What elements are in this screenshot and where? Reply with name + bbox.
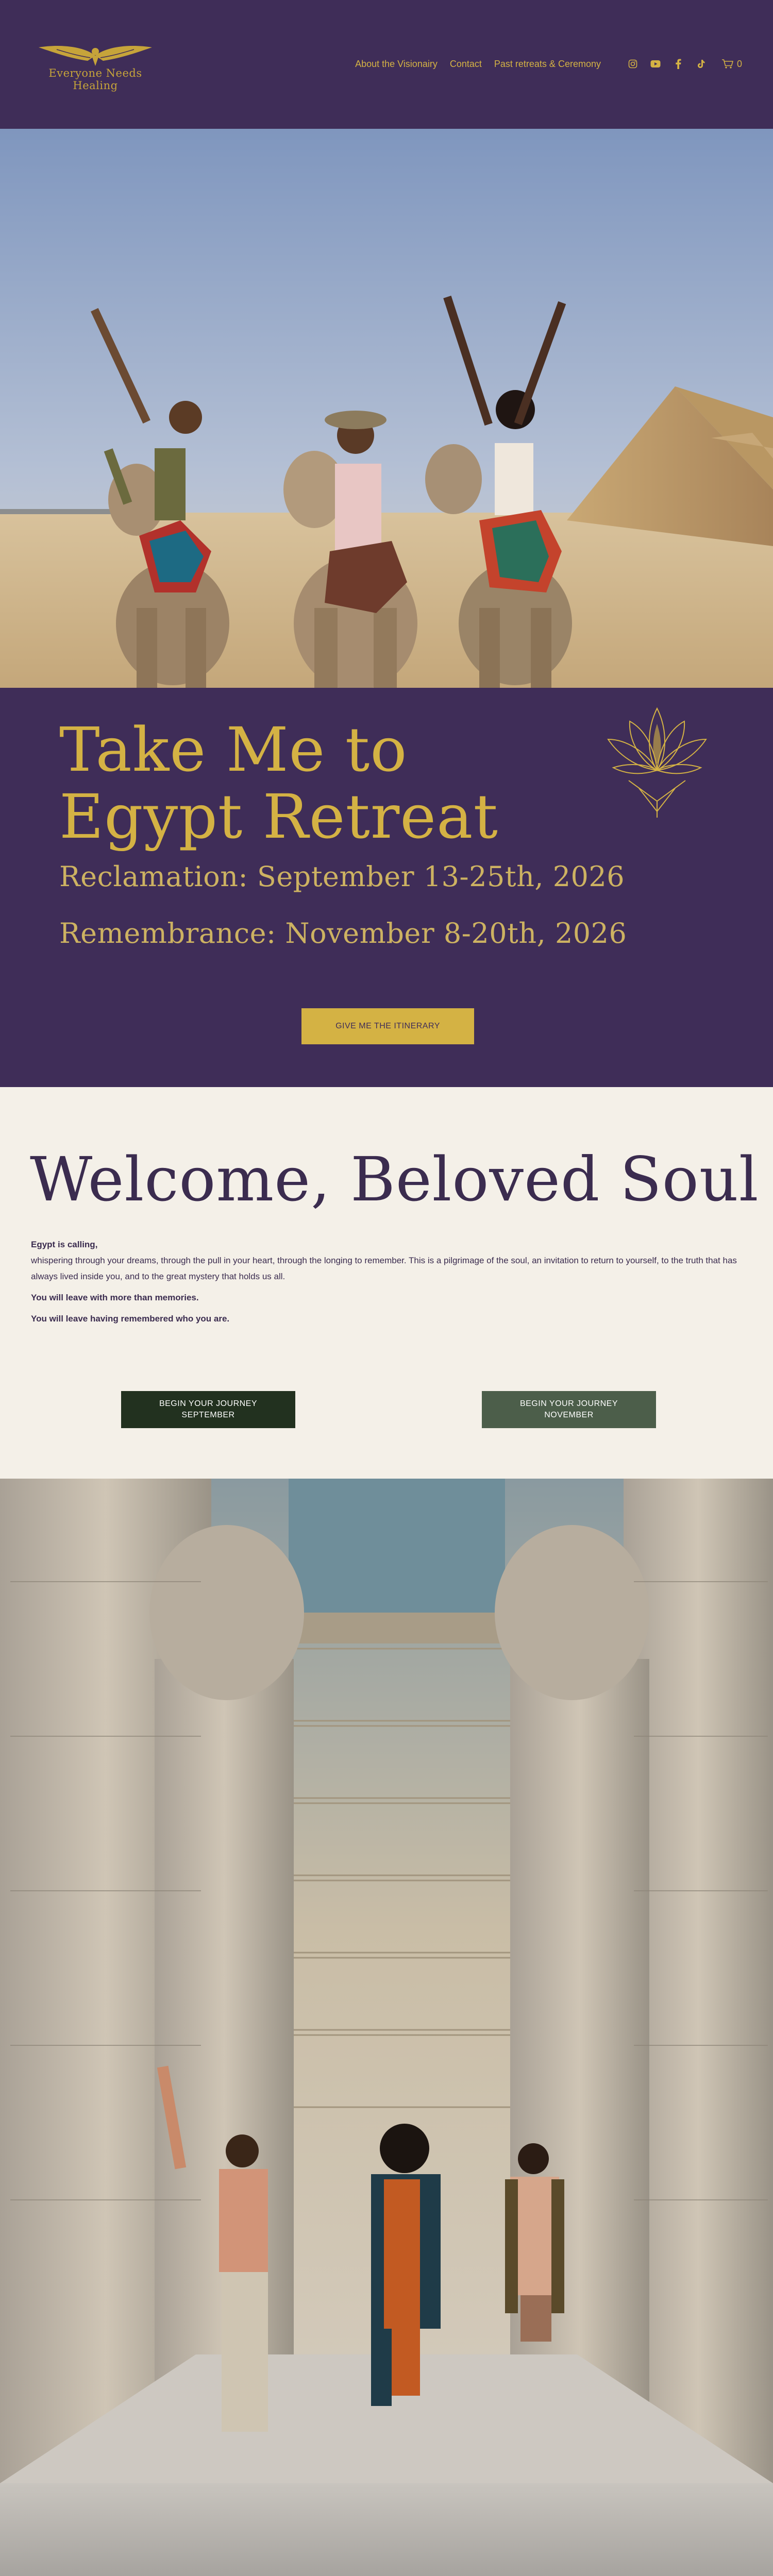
welcome-intro bbox=[31, 1236, 747, 1284]
reclamation-dates: Reclamation: September 13-25th, 2026 bbox=[59, 860, 625, 893]
instagram-icon[interactable] bbox=[628, 59, 638, 69]
nav-contact[interactable]: Contact bbox=[449, 58, 482, 69]
welcome-line-memories: You will leave with more than memories. bbox=[31, 1293, 199, 1302]
button-label-line1: BEGIN YOUR JOURNEY bbox=[159, 1399, 258, 1408]
welcome-title: Welcome, Beloved Soul bbox=[30, 1144, 759, 1215]
nav-about-visionairy[interactable]: About the Visionairy bbox=[355, 58, 438, 69]
button-label-line2: SEPTEMBER bbox=[181, 1411, 235, 1419]
retreat-title: Take Me to Egypt Retreat bbox=[59, 714, 498, 852]
cart-count: 0 bbox=[736, 58, 742, 69]
winged-logo-icon bbox=[36, 40, 155, 71]
button-label-line2: NOVEMBER bbox=[544, 1411, 594, 1419]
give-me-itinerary-button[interactable]: GIVE ME THE ITINERARY bbox=[301, 1008, 474, 1044]
welcome-section bbox=[0, 1087, 773, 1479]
intro-bold: Egypt is calling, bbox=[31, 1240, 98, 1249]
tiktok-icon[interactable] bbox=[696, 59, 706, 69]
youtube-icon[interactable] bbox=[650, 59, 661, 69]
cart-button[interactable] bbox=[721, 59, 742, 70]
site-logo[interactable] bbox=[31, 40, 160, 92]
remembrance-dates: Remembrance: November 8-20th, 2026 bbox=[59, 917, 627, 950]
temple-image bbox=[0, 1479, 773, 2576]
facebook-icon[interactable] bbox=[673, 59, 683, 69]
nav-past-retreats[interactable]: Past retreats & Ceremony bbox=[494, 58, 601, 69]
button-label-line1: BEGIN YOUR JOURNEY bbox=[519, 1399, 618, 1408]
welcome-line-remembered: You will leave having remembered who you are. bbox=[31, 1314, 230, 1324]
cart-icon bbox=[721, 59, 734, 69]
hero-image bbox=[0, 129, 773, 688]
welcome-copy bbox=[31, 1236, 747, 1332]
begin-journey-november-button[interactable] bbox=[482, 1391, 656, 1428]
social-links bbox=[615, 59, 706, 69]
logo-text: Everyone Needs Healing bbox=[48, 67, 142, 92]
retreat-title-section bbox=[0, 688, 773, 1087]
site-header bbox=[0, 0, 773, 129]
main-nav bbox=[343, 57, 742, 71]
intro-text: whispering through your dreams, through the pull in your heart, through the longing to remember. This is a pilgrimage of the soul, an invitation to return to yourself, to the truth that has always lived inside you, and to the great mystery that holds us all. bbox=[31, 1256, 737, 1281]
begin-journey-september-button[interactable] bbox=[121, 1391, 295, 1428]
lotus-icon bbox=[598, 698, 716, 819]
